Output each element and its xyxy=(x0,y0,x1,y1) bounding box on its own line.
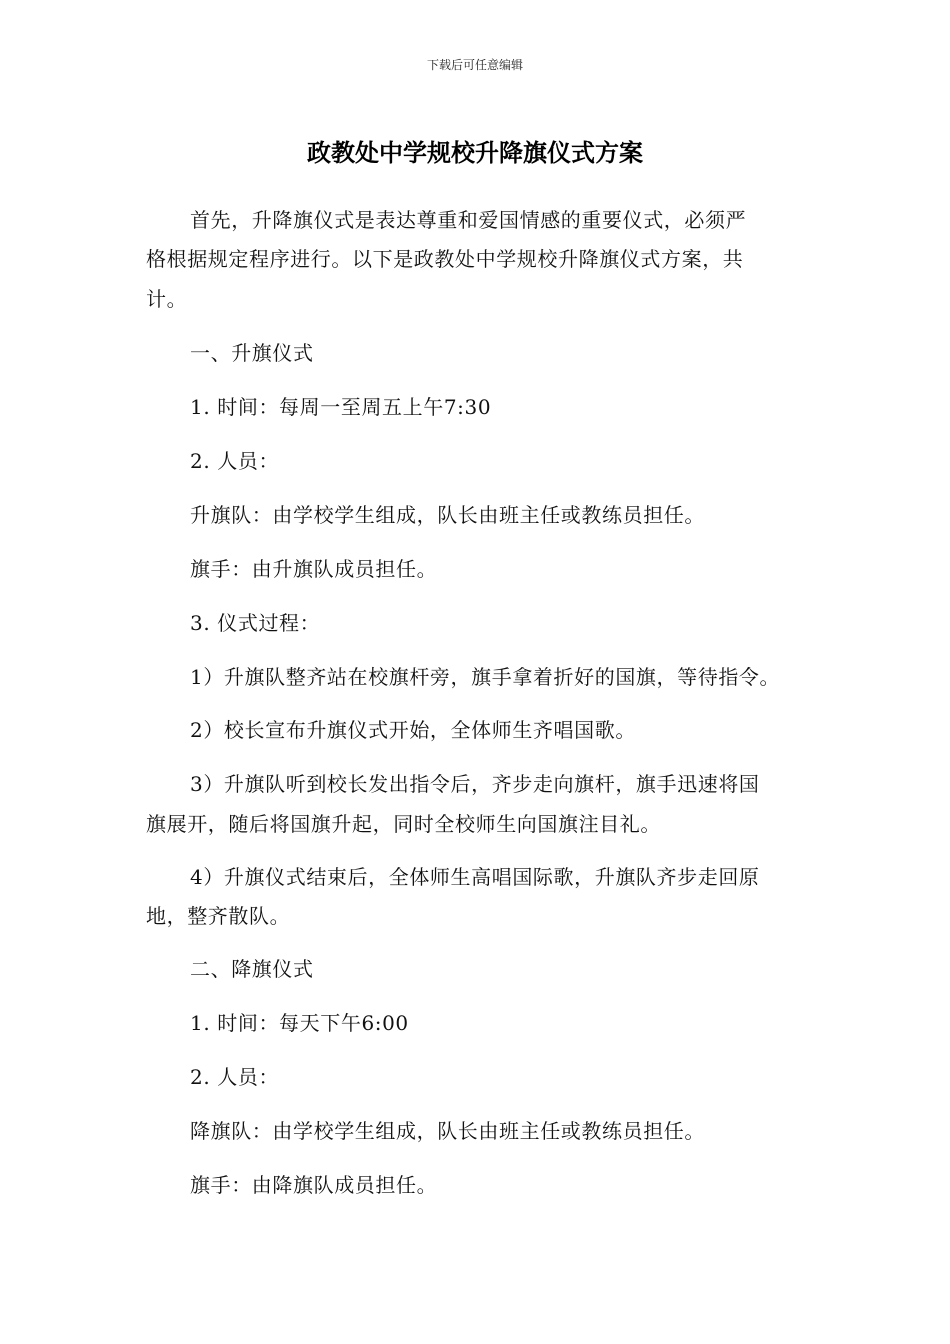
lowering-time: 1. 时间：每天下午6:00 xyxy=(190,1011,409,1035)
raising-process-label: 3. 仪式过程： xyxy=(190,611,321,635)
raising-flag-bearer: 旗手：由升旗队成员担任。 xyxy=(190,557,438,581)
raising-step-3-line-1: 3）升旗队听到校长发出指令后，齐步走向旗杆，旗手迅速将国 xyxy=(190,772,760,796)
raising-step-1: 1）升旗队整齐站在校旗杆旁，旗手拿着折好的国旗，等待指令。 xyxy=(190,665,781,689)
raising-step-2: 2）校长宣布升旗仪式开始，全体师生齐唱国歌。 xyxy=(190,718,636,742)
lowering-flag-bearer: 旗手：由降旗队成员担任。 xyxy=(190,1173,438,1197)
lowering-personnel-label: 2. 人员： xyxy=(190,1065,280,1089)
raising-step-4-line-2: 地，整齐散队。 xyxy=(146,904,291,928)
lowering-team: 降旗队：由学校学生组成，队长由班主任或教练员担任。 xyxy=(190,1119,705,1143)
intro-line-1: 首先，升降旗仪式是表达尊重和爱国情感的重要仪式，必须严 xyxy=(190,208,747,232)
section-heading-lowering: 二、降旗仪式 xyxy=(190,957,314,981)
document-title: 政教处中学规校升降旗仪式方案 xyxy=(307,139,643,167)
section-heading-raising: 一、升旗仪式 xyxy=(190,341,314,365)
raising-time: 1. 时间：每周一至周五上午7:30 xyxy=(190,395,492,419)
intro-line-2: 格根据规定程序进行。以下是政教处中学规校升降旗仪式方案，共 xyxy=(146,247,744,271)
raising-personnel-label: 2. 人员： xyxy=(190,449,280,473)
header-note: 下载后可任意编辑 xyxy=(426,58,523,72)
raising-step-3-line-2: 旗展开，随后将国旗升起，同时全校师生向国旗注目礼。 xyxy=(146,812,661,836)
intro-line-3: 计。 xyxy=(146,287,188,311)
raising-team: 升旗队：由学校学生组成，队长由班主任或教练员担任。 xyxy=(190,503,705,527)
raising-step-4-line-1: 4）升旗仪式结束后，全体师生高唱国际歌，升旗队齐步走回原 xyxy=(190,865,760,889)
